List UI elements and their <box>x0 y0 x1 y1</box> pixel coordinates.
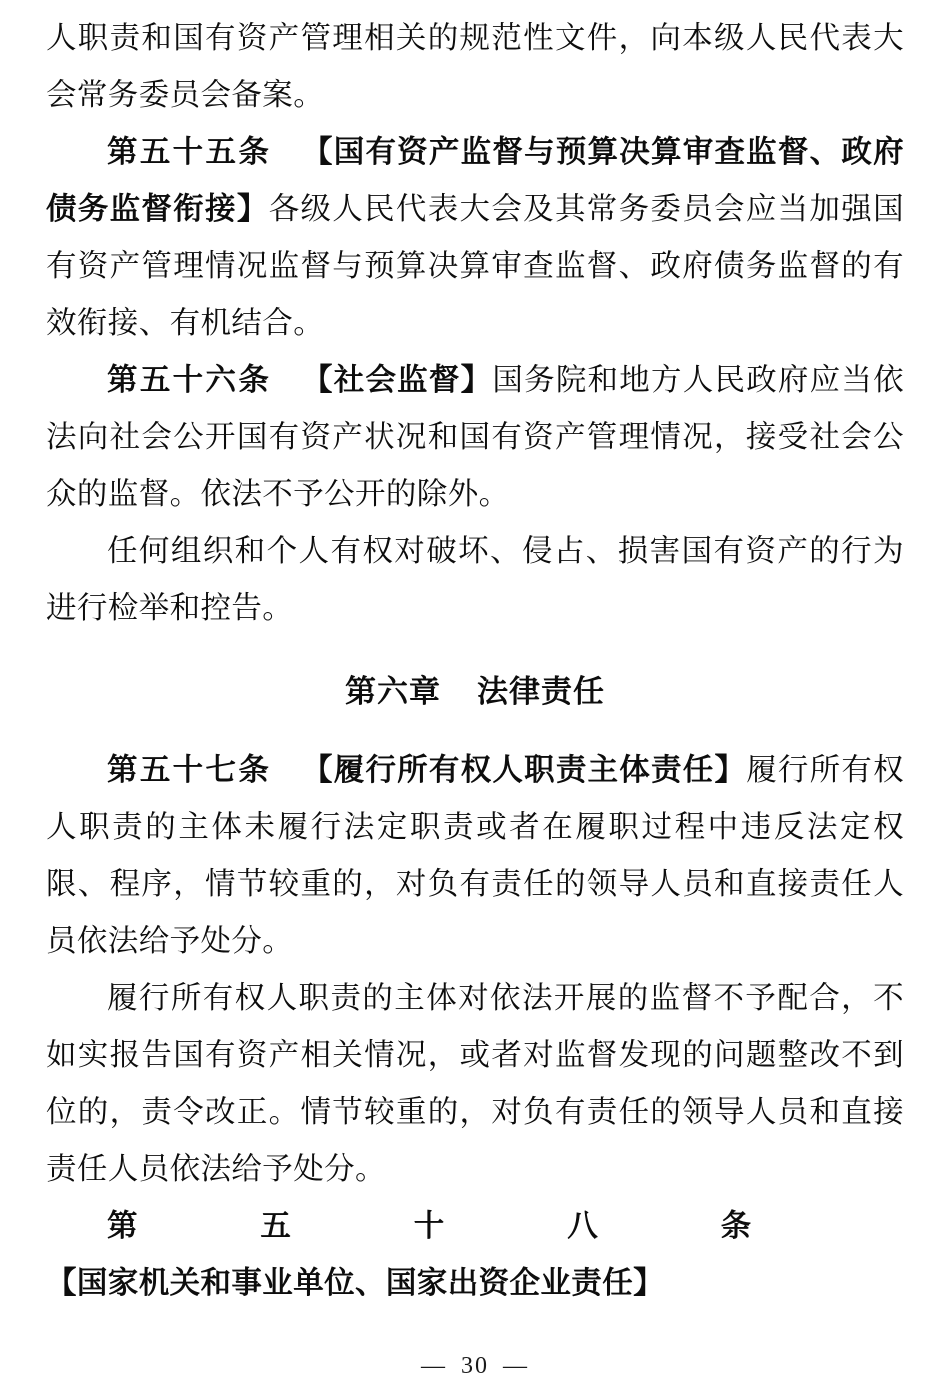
footer-dash-right: — <box>503 1353 529 1379</box>
article-56-second-paragraph: 任何组织和个人有权对破坏、侵占、损害国有资产的行为进行检举和控告。 <box>46 534 904 625</box>
paragraph-continuation: 人职责和国有资产管理相关的规范性文件，向本级人民代表大会常务委员会备案。 <box>46 21 904 112</box>
article-58-paragraph <box>46 1198 904 1312</box>
article-58-label: 第五十八条 <box>107 1209 874 1243</box>
page-footer <box>0 1353 950 1380</box>
article-57-label: 第五十七条 <box>107 753 272 787</box>
article-56-heading: 【社会监督】 <box>301 363 493 397</box>
article-55-heading: 【国有资产监督与预算决算审查监督、政府债务监督衔接】 <box>46 135 905 226</box>
chapter-name: 法律责任 <box>477 674 605 709</box>
article-57-text: 履行所有权人职责的主体未履行法定职责或者在履职过程中违反法定权限、程序，情节较重的，对负有责任的领导人员和直接责任人员依法给予处分。 <box>46 753 905 958</box>
article-55-text: 各级人民代表大会及其常务委员会应当加强国有资产管理情况监督与预算决算审查监督、政府债务监督的有效衔接、有机结合。 <box>46 192 904 340</box>
article-57-paragraph <box>46 742 904 970</box>
article-57-heading: 【履行所有权人职责主体责任】 <box>301 753 747 787</box>
page-number: 30 <box>461 1353 489 1379</box>
article-55-label: 第五十五条 <box>107 135 272 169</box>
article-55-paragraph <box>46 124 904 352</box>
article-58-heading: 【国家机关和事业单位、国家出资企业责任】 <box>46 1266 664 1300</box>
chapter-number: 第六章 <box>345 674 441 709</box>
chapter-heading <box>46 663 904 720</box>
article-57-second-paragraph: 履行所有权人职责的主体对依法开展的监督不予配合，不如实报告国有资产相关情况，或者对监督发现的问题整改不到位的，责令改正。情节较重的，对负有责任的领导人员和直接责任人员依法给予处分。 <box>46 981 904 1186</box>
article-56-paragraph <box>46 352 904 523</box>
article-56-label: 第五十六条 <box>107 363 272 397</box>
footer-dash-left: — <box>421 1353 447 1379</box>
article-56-text: 国务院和地方人民政府应当依法向社会公开国有资产状况和国有资产管理情况，接受社会公众的监督。依法不予公开的除外。 <box>46 363 905 511</box>
